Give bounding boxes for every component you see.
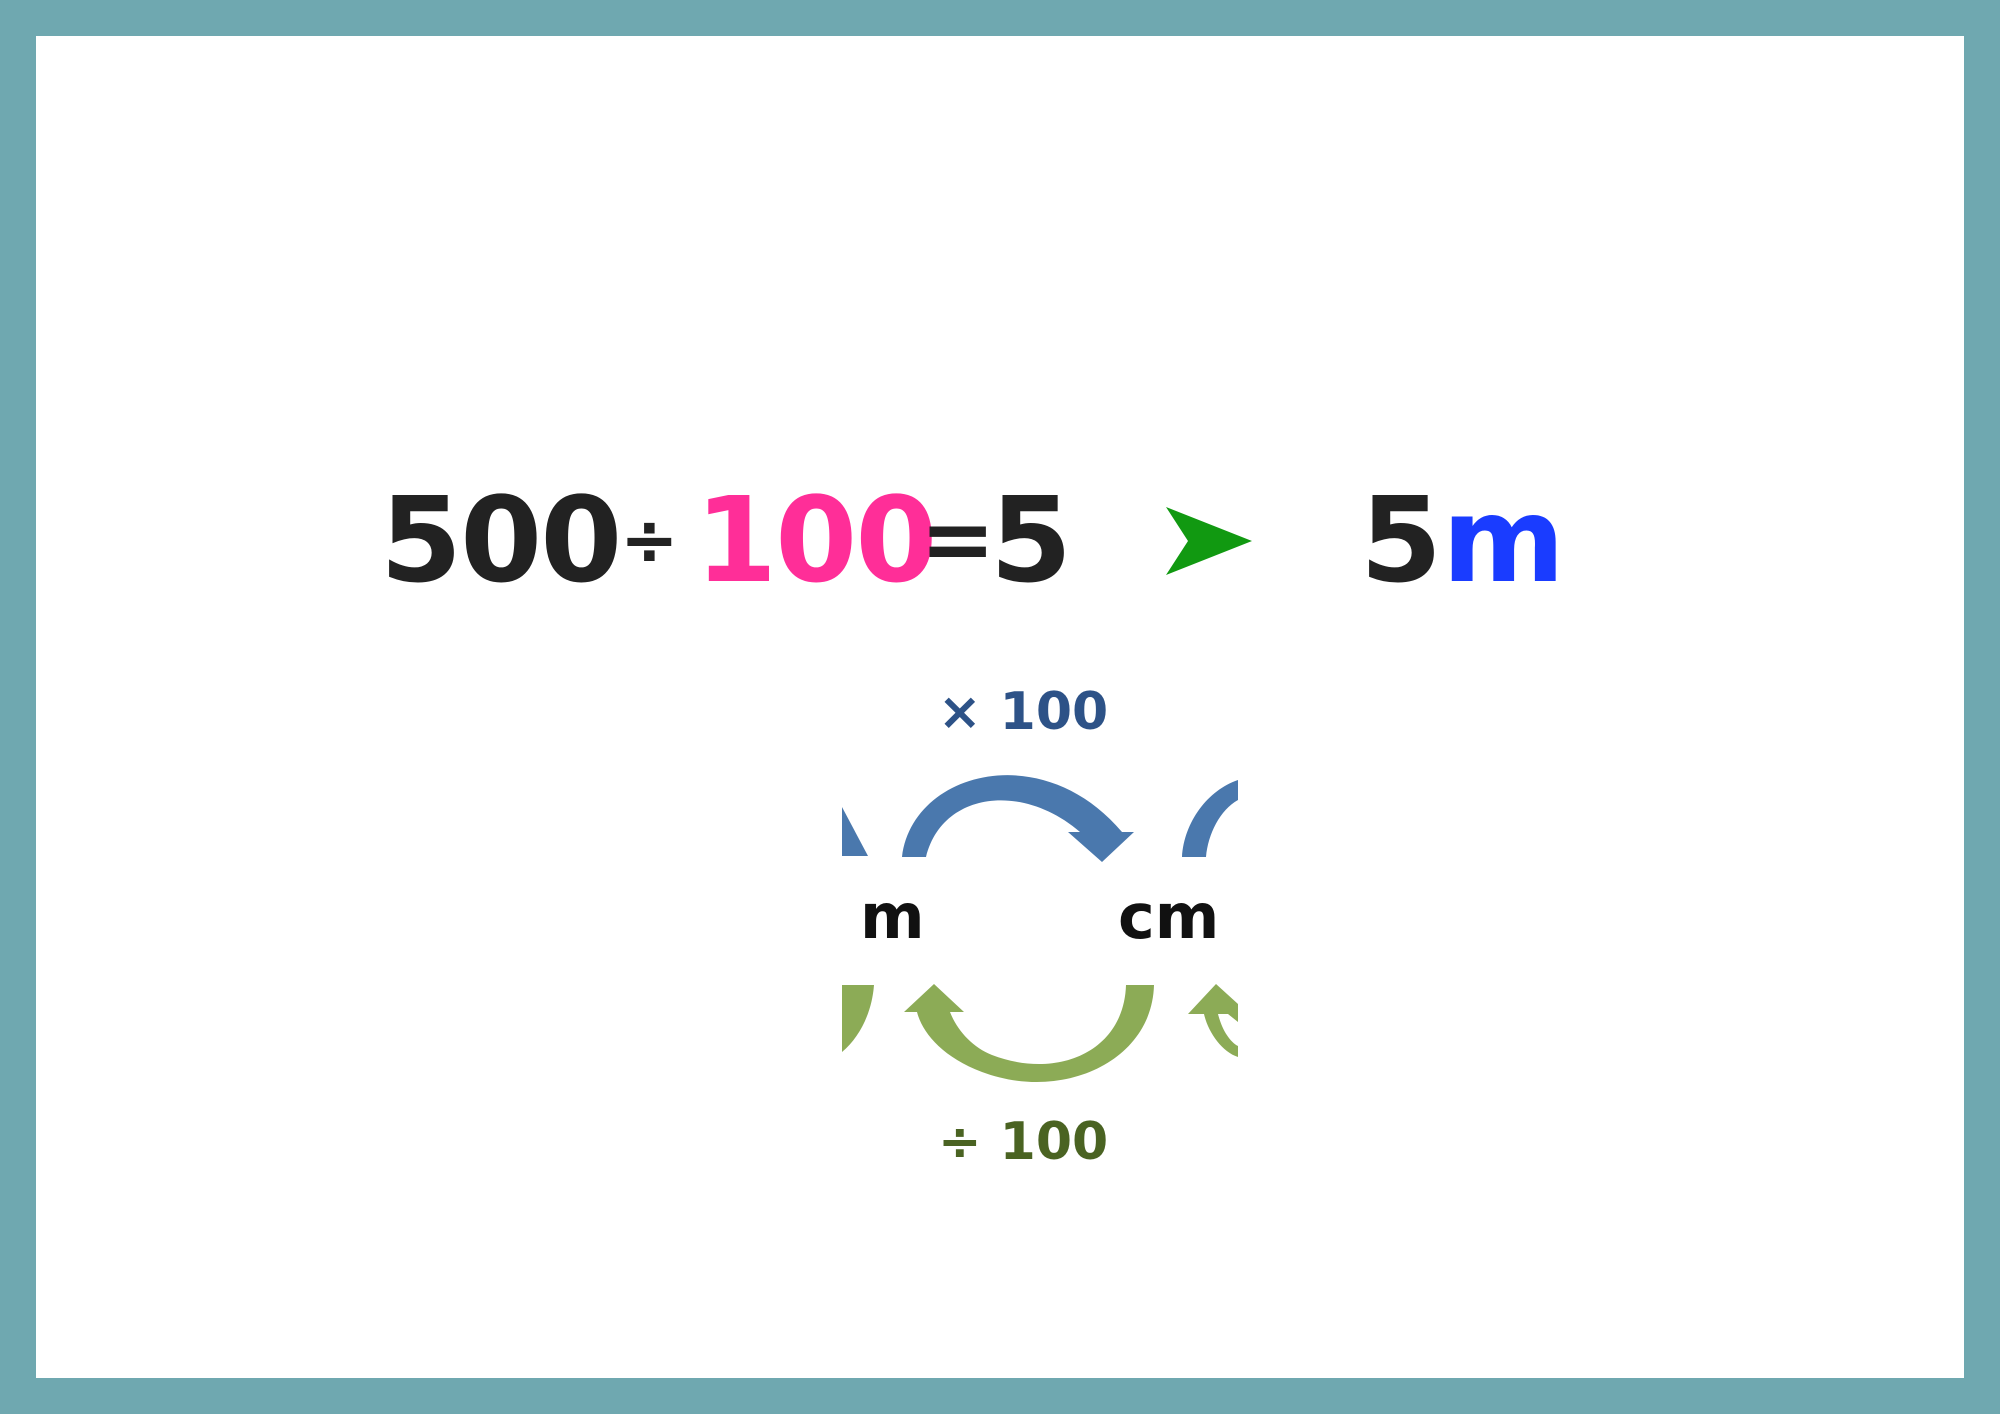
- answer-unit: m: [1442, 471, 1563, 609]
- multiply-label: × 100: [938, 682, 1109, 742]
- divide-arrow: [904, 984, 1154, 1082]
- left-partial-blue-arrow: [842, 807, 868, 856]
- division-sign: ÷: [620, 499, 677, 581]
- multiply-arrow: [902, 775, 1134, 862]
- answer-number: 5: [1360, 471, 1441, 609]
- equation-divisor: 100: [695, 471, 936, 609]
- equation-dividend: 500: [380, 471, 621, 609]
- unit-left-label: m: [860, 880, 925, 953]
- right-partial-green-arrow: [1188, 984, 1238, 1057]
- conversion-diagram: [842, 662, 1238, 1182]
- right-partial-blue-arrow: [1182, 780, 1238, 857]
- equation-result: 5: [990, 471, 1071, 609]
- left-partial-green-arrow: [842, 985, 874, 1052]
- equals-sign: =: [920, 487, 994, 592]
- unit-right-label: cm: [1118, 880, 1220, 953]
- divide-label: ÷ 100: [938, 1112, 1109, 1172]
